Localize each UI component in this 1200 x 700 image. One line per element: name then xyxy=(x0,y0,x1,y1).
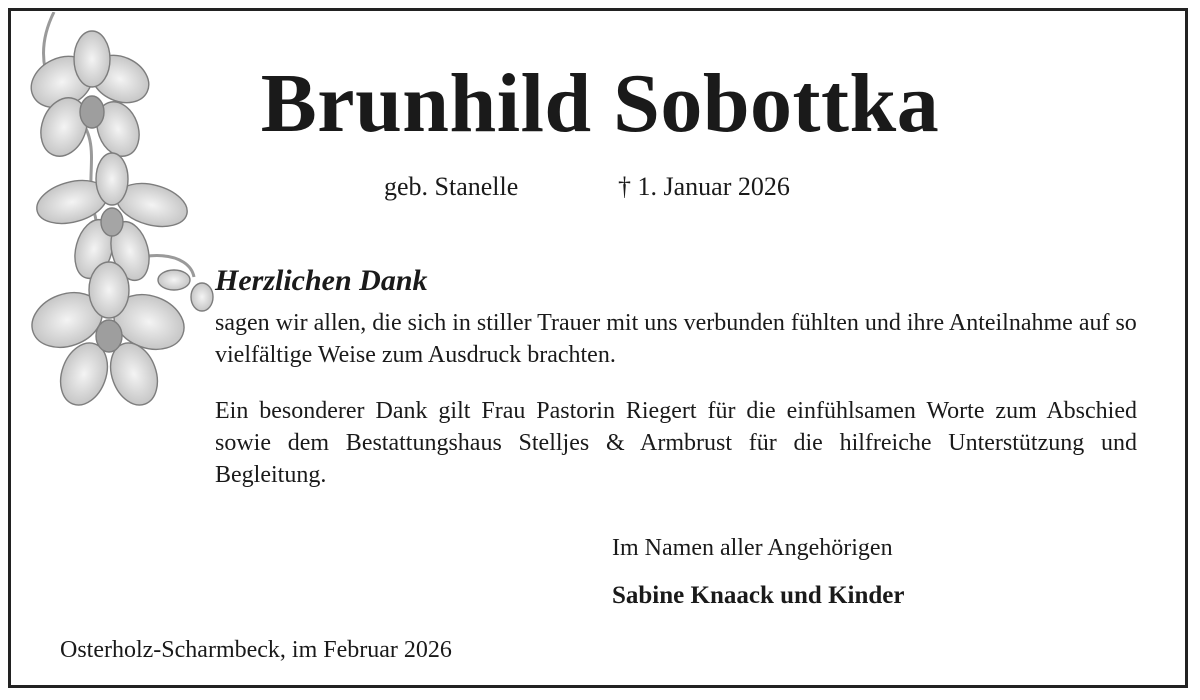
death-date: † 1. Januar 2026 xyxy=(618,172,790,201)
orchid-icon xyxy=(14,12,214,422)
thanks-paragraph-2: Ein besonderer Dank gilt Frau Pastorin Riegert für die einfühlsamen Worte zum Abschied sowie dem Bestattungshaus Stelljes & Armbrust für die hilfreiche Unterstützung und Begleitung. xyxy=(215,398,1137,488)
on-behalf-line: Im Namen aller Angehörigen xyxy=(612,535,893,561)
birth-name: geb. Stanelle xyxy=(384,172,519,201)
thanks-heading: Herzlichen Dank xyxy=(215,264,428,297)
deceased-name: Brunhild Sobottka xyxy=(260,57,940,150)
family-signature: Sabine Knaack und Kinder xyxy=(612,582,905,609)
thanks-paragraph-1: sagen wir allen, die sich in stiller Trauer mit uns verbunden fühlten und ihre Anteilnahme auf so vielfältige Weise zum Ausdruck brachten. xyxy=(215,310,1137,368)
place-and-date: Osterholz-Scharmbeck, im Februar 2026 xyxy=(60,637,452,663)
